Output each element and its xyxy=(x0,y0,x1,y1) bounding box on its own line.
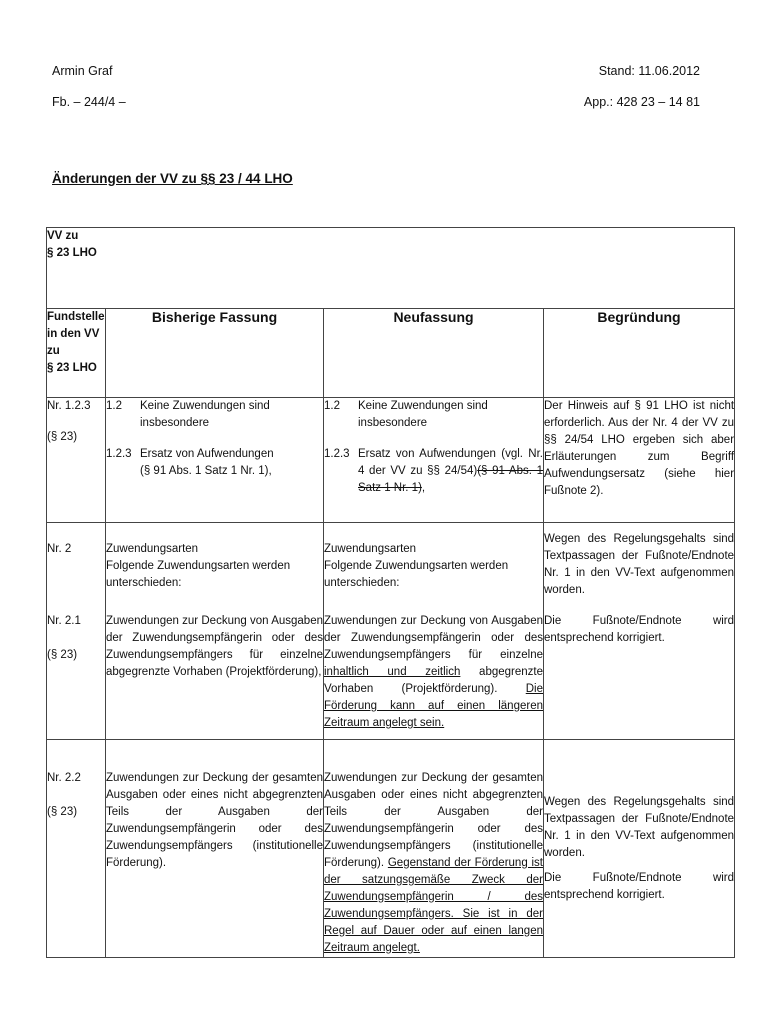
fundstelle-paragraph: (§ 23) xyxy=(47,431,78,443)
page-title: Änderungen der VV zu §§ 23 / 44 LHO xyxy=(52,171,293,186)
table-row xyxy=(47,398,735,523)
vv-header-line: VV zu xyxy=(47,230,79,242)
neufassung-cell xyxy=(324,398,544,523)
clause-text: Zuwendungen zur Deckung von Ausgaben der Zuwendungsempfängerin oder des Zuwendungsempfängers für einzelne xyxy=(324,615,543,661)
table-column-header-row xyxy=(47,309,735,398)
section-heading: Zuwendungsarten xyxy=(106,543,199,555)
table-row xyxy=(47,739,735,957)
col-header-fundstelle xyxy=(47,309,106,398)
begruendung-cell: Die Fußnote/Endnote wird entsprechend korrigiert. xyxy=(544,599,735,739)
reference-number: Fb. – 244/4 – xyxy=(52,95,126,109)
clause-number: 1.2.3 xyxy=(324,448,350,460)
section-heading: Zuwendungsarten xyxy=(324,543,417,555)
phone-extension: App.: 428 23 – 14 81 xyxy=(583,95,700,109)
changes-table xyxy=(46,227,735,958)
col-header-line: in den VV xyxy=(47,328,100,340)
clause-text: Folgende Zuwendungsarten werden unterschieden: xyxy=(106,560,291,589)
clause-text: Ersatz von Aufwendungen (vgl. Nr. 4 der VV zu §§ 24/54) xyxy=(358,448,543,477)
neufassung-cell xyxy=(324,739,544,957)
clause-number: 1.2 xyxy=(106,400,122,412)
col-header-begruendung: Begründung xyxy=(544,309,735,398)
struck-text: (§ 91 Abs. 1 Satz 1 Nr. 1) xyxy=(358,465,543,494)
bisherige-fassung-cell: Zuwendungen zur Deckung von Ausgaben der Zuwendungsempfängerin oder des Zuwendungsempfängers für einzelne abgegrenzte Vorhaben (Projektförderung), xyxy=(106,599,324,739)
fundstelle-cell xyxy=(47,599,106,739)
begruendung-text: Wegen des Regelungsgehalts sind Textpassagen der Fußnote/Endnote Nr. 1 in den VV-Text aufgenommen worden. xyxy=(544,795,735,859)
clause-number: 1.2 xyxy=(324,400,340,412)
bisherige-fassung-cell xyxy=(106,523,324,600)
fundstelle-number: Nr. 2.1 xyxy=(47,615,81,627)
inserted-text: inhaltlich und zeitlich xyxy=(324,666,461,678)
begruendung-cell: Wegen des Regelungsgehalts sind Textpassagen der Fußnote/Endnote Nr. 1 in den VV-Text aufgenommen worden. xyxy=(544,523,735,600)
fundstelle-number: Nr. 2.2 xyxy=(47,771,81,784)
table-vv-header-row xyxy=(47,228,735,309)
neufassung-cell xyxy=(324,523,544,600)
inserted-text: Gegenstand der Förderung ist der satzungsgemäße Zweck der Zuwendungsempfängerin / des Zuwendungsempfängers. Sie ist in der Regel auf Dauer oder auf einen langen Zeitraum angelegt. xyxy=(324,856,543,954)
clause-text: abgegrenzte Vorhaben (Projektförderung). xyxy=(324,666,543,695)
vv-header-cell xyxy=(47,228,735,309)
col-header-line: Fundstelle xyxy=(47,311,105,323)
col-header-neufassung: Neufassung xyxy=(324,309,544,398)
clause-text: Keine Zuwendungen sind insbesondere xyxy=(358,400,488,429)
clause-text: , xyxy=(421,482,426,494)
col-header-line: zu xyxy=(47,345,60,357)
clause-text: Keine Zuwendungen sind insbesondere xyxy=(140,400,270,429)
vv-header-line: § 23 LHO xyxy=(47,247,97,259)
col-header-bisherige-fassung: Bisherige Fassung xyxy=(106,309,324,398)
clause-text: Zuwendungen zur Deckung der gesamten Ausgaben oder eines nicht abgegrenzten Teils der Ausgaben der Zuwendungsempfängerin oder des Zuwendungsempfängers (institutionelle Förderung). xyxy=(324,771,543,869)
col-header-line: § 23 LHO xyxy=(47,362,97,374)
begruendung-cell: Der Hinweis auf § 91 LHO ist nicht erforderlich. Aus der Nr. 4 der VV zu §§ 24/54 LHO ergeben sich aber Erläuterungen zum Begriff Aufwendungsersatz (siehe hier Fußnote 2). xyxy=(544,398,735,523)
fundstelle-paragraph: (§ 23) xyxy=(47,649,78,661)
clause-number: 1.2.3 xyxy=(106,448,132,460)
begruendung-cell xyxy=(544,739,735,957)
clause-text: (§ 91 Abs. 1 Satz 1 Nr. 1), xyxy=(140,465,272,477)
bisherige-fassung-cell: Zuwendungen zur Deckung der gesamten Ausgaben oder eines nicht abgegrenzten Teils der Ausgaben der Zuwendungsempfängerin oder des Zuwendungsempfängers (institutionelle Förderung). xyxy=(106,739,324,957)
table-row xyxy=(47,599,735,739)
table-row xyxy=(47,523,735,600)
fundstelle-number: Nr. 1.2.3 xyxy=(47,400,91,412)
begruendung-text: Die Fußnote/Endnote wird entsprechend korrigiert. xyxy=(544,871,735,901)
fundstelle-cell: Nr. 2 xyxy=(47,523,106,600)
bisherige-fassung-cell xyxy=(106,398,324,523)
clause-text: Ersatz von Aufwendungen xyxy=(140,448,274,460)
fundstelle-cell xyxy=(47,398,106,523)
clause-text: Folgende Zuwendungsarten werden unterschieden: xyxy=(324,560,509,589)
neufassung-cell xyxy=(324,599,544,739)
fundstelle-cell xyxy=(47,739,106,957)
inserted-text: Die Förderung kann auf einen längeren Zeitraum angelegt sein. xyxy=(324,683,543,729)
fundstelle-paragraph: (§ 23) xyxy=(47,805,78,818)
author-name: Armin Graf xyxy=(52,64,113,78)
document-date: Stand: 11.06.2012 xyxy=(598,64,700,78)
